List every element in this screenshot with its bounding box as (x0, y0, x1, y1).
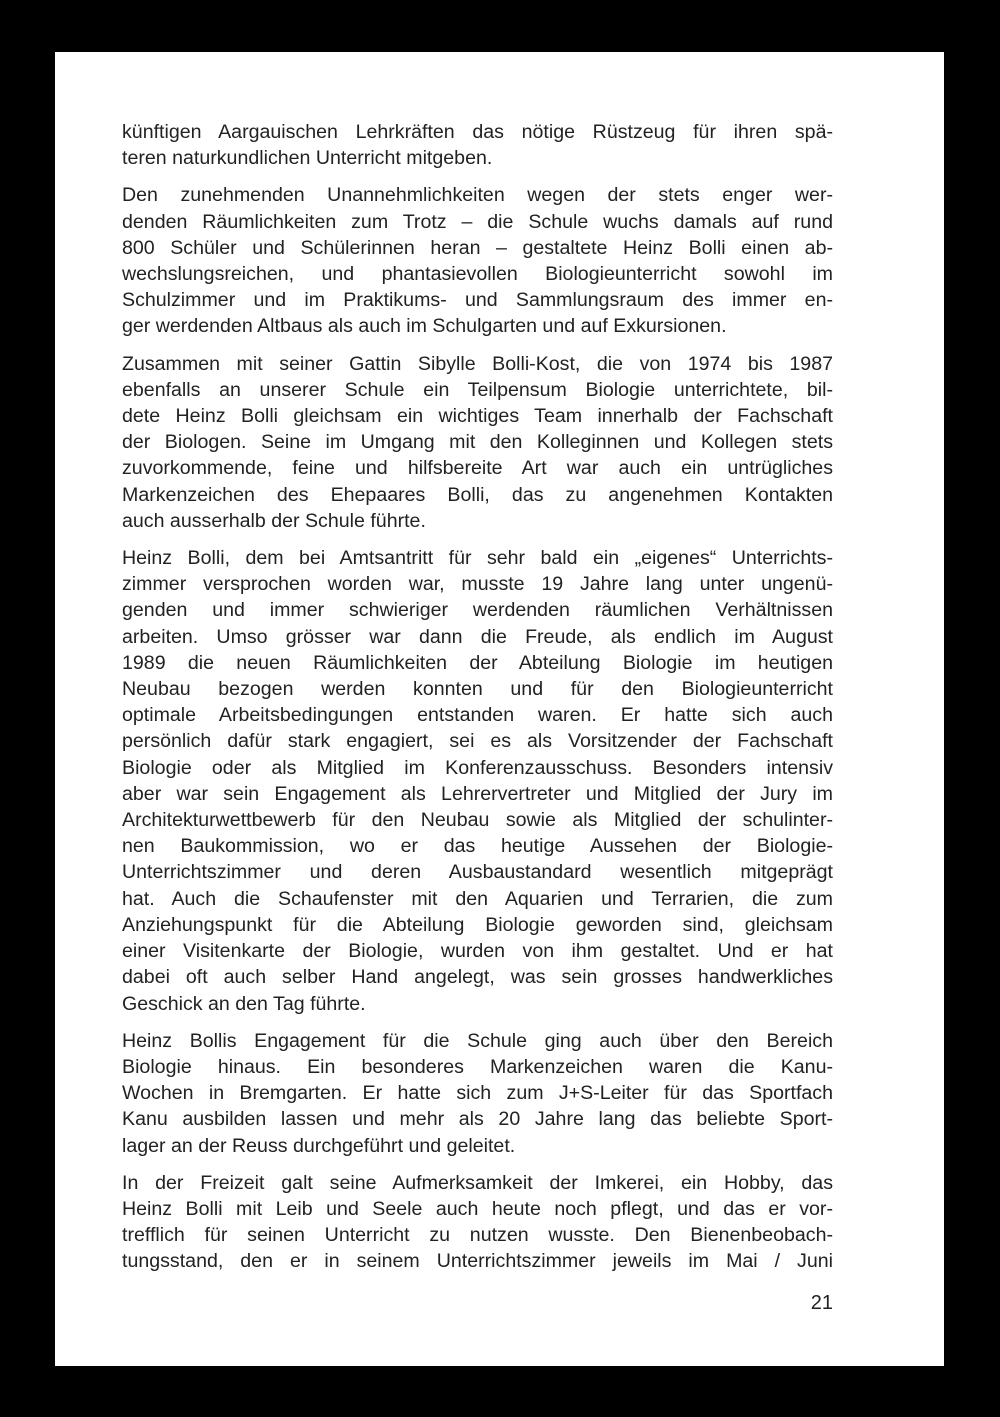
body-text (122, 119, 833, 1286)
text-line: der Biologen. Seine im Umgang mit den Kolleginnen und Kollegen stets (122, 431, 833, 454)
text-line: auch ausserhalb der Schule führte. (122, 509, 426, 532)
text-line: Unterrichtszimmer und deren Ausbaustandard wesentlich mitgeprägt (122, 861, 833, 884)
text-line: arbeiten. Umso grösser war dann die Freude, als endlich im August (122, 625, 833, 648)
text-line: Biologie hinaus. Ein besonderes Markenzeichen waren die Kanu- (122, 1055, 833, 1078)
text-line: zuvorkommende, feine und hilfsbereite Art war auch ein untrügliches (122, 457, 833, 480)
text-line: optimale Arbeitsbedingungen entstanden waren. Er hatte sich auch (122, 704, 833, 727)
text-line: genden und immer schwieriger werdenden räumlichen Verhältnissen (122, 599, 833, 622)
paragraph (122, 1028, 833, 1159)
page-number: 21 (810, 1292, 833, 1314)
text-line: Geschick an den Tag führte. (122, 992, 366, 1015)
text-line: Biologie oder als Mitglied im Konferenzausschuss. Besonders intensiv (122, 756, 833, 779)
text-line: zimmer versprochen worden war, musste 19 Jahre lang unter ungenü- (122, 573, 833, 596)
text-line: ebenfalls an unserer Schule ein Teilpensum Biologie unterrichtete, bil- (122, 378, 833, 401)
text-line: 1989 die neuen Räumlichkeiten der Abteilung Biologie im heutigen (122, 651, 833, 674)
text-line: In der Freizeit galt seine Aufmerksamkeit der Imkerei, ein Hobby, das (122, 1171, 833, 1194)
text-line: hat. Auch die Schaufenster mit den Aquarien und Terrarien, die zum (122, 887, 833, 910)
text-line: denden Räumlichkeiten zum Trotz – die Schule wuchs damals auf rund (122, 210, 833, 233)
text-line: nen Baukommission, wo er das heutige Aussehen der Biologie- (122, 835, 833, 858)
paragraph (122, 119, 833, 171)
text-line: 800 Schüler und Schülerinnen heran – gestaltete Heinz Bolli einen ab- (122, 236, 833, 259)
text-line: Anziehungspunkt für die Abteilung Biologie geworden sind, gleichsam (122, 913, 833, 936)
text-line: Markenzeichen des Ehepaares Bolli, das zu angenehmen Kontakten (122, 483, 833, 506)
text-line: Neubau bezogen werden konnten und für den Biologieunterricht (122, 678, 833, 701)
paragraph (122, 1170, 833, 1275)
paragraph (122, 545, 833, 1017)
document-page (55, 52, 944, 1366)
text-line: Den zunehmenden Unannehmlichkeiten wegen der stets enger wer- (122, 184, 833, 207)
paragraph (122, 182, 833, 339)
text-line: tungsstand, den er in seinem Unterrichtszimmer jeweils im Mai / Juni (122, 1250, 833, 1273)
text-line: Kanu ausbilden lassen und mehr als 20 Jahre lang das beliebte Sport- (122, 1108, 833, 1131)
text-line: trefflich für seinen Unterricht zu nutzen wusste. Den Bienenbeobach- (122, 1224, 833, 1247)
paragraph (122, 351, 833, 534)
text-line: aber war sein Engagement als Lehrervertreter und Mitglied der Jury im (122, 782, 833, 805)
text-line: persönlich dafür stark engagiert, sei es als Vorsitzender der Fachschaft (122, 730, 833, 753)
text-line: teren naturkundlichen Unterricht mitgeben. (122, 147, 493, 170)
text-line: ger werdenden Altbaus als auch im Schulgarten und auf Exkursionen. (122, 315, 727, 338)
text-line: dete Heinz Bolli gleichsam ein wichtiges Team innerhalb der Fachschaft (122, 405, 833, 428)
text-line: wechslungsreichen, und phantasievollen Biologieunterricht sowohl im (122, 263, 833, 286)
text-line: Heinz Bollis Engagement für die Schule ging auch über den Bereich (122, 1029, 833, 1052)
text-line: Heinz Bolli, dem bei Amtsantritt für sehr bald ein „eigenes“ Unterrichts- (122, 547, 833, 570)
text-line: Schulzimmer und im Praktikums- und Sammlungsraum des immer en- (122, 289, 833, 312)
text-line: dabei oft auch selber Hand angelegt, was sein grosses handwerkliches (122, 966, 833, 989)
text-line: lager an der Reuss durchgeführt und geleitet. (122, 1134, 516, 1157)
text-line: Heinz Bolli mit Leib und Seele auch heute noch pflegt, und das er vor- (122, 1197, 833, 1220)
text-line: künftigen Aargauischen Lehrkräften das nötige Rüstzeug für ihren spä- (122, 121, 833, 143)
text-line: einer Visitenkarte der Biologie, wurden von ihm gestaltet. Und er hat (122, 940, 833, 963)
text-line: Wochen in Bremgarten. Er hatte sich zum J+S-Leiter für das Sportfach (122, 1082, 833, 1105)
text-line: Architekturwettbewerb für den Neubau sowie als Mitglied der schulinter- (122, 809, 833, 832)
text-line: Zusammen mit seiner Gattin Sibylle Bolli-Kost, die von 1974 bis 1987 (122, 352, 833, 375)
